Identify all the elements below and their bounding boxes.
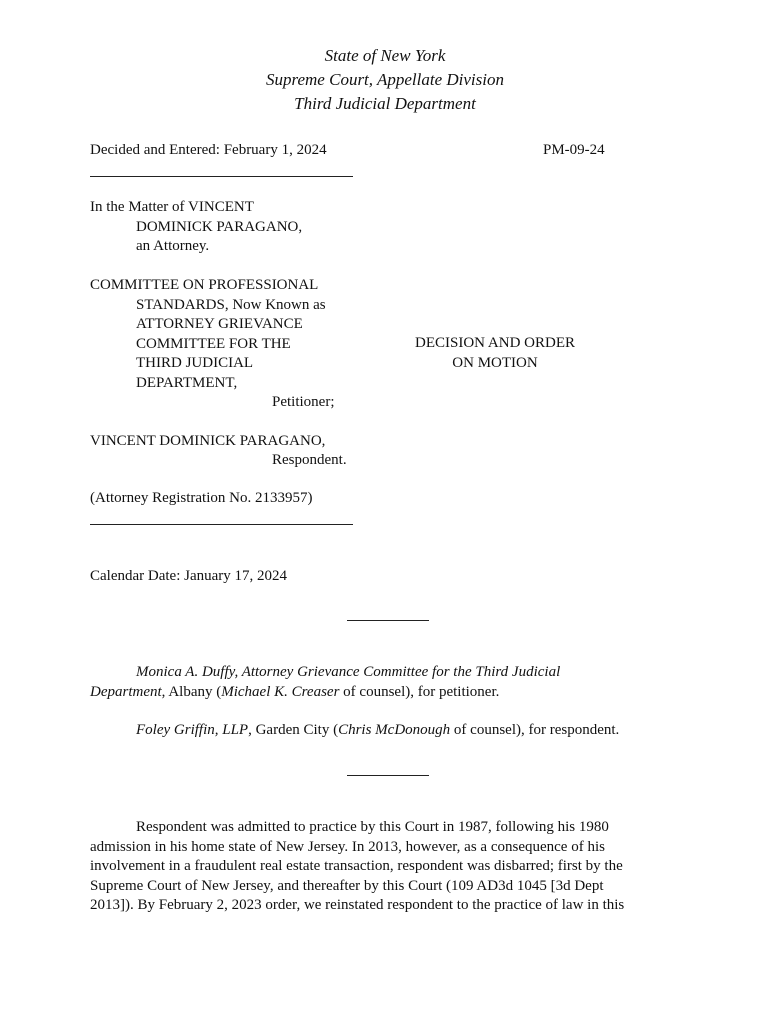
body-line: Supreme Court of New Jersey, and thereafter by this Court (109 AD3d 1045 [3d Dept	[90, 877, 604, 894]
body-line: involvement in a fraudulent real estate transaction, respondent was disbarred; first by the	[90, 858, 623, 874]
body-line: Respondent was admitted to practice by this Court in 1987, following his 1980	[136, 819, 609, 835]
petitioner-line: COMMITTEE FOR THE	[136, 335, 291, 352]
caption-rule-top	[90, 176, 353, 177]
section-divider	[347, 775, 429, 776]
respondent-name: VINCENT DOMINICK PARAGANO,	[90, 433, 326, 449]
court-header	[0, 44, 770, 116]
counsel-text: , Garden City (	[248, 722, 339, 738]
court-department: Third Judicial Department	[294, 94, 476, 113]
petitioner-role: Petitioner;	[272, 394, 335, 410]
petitioner-line: THIRD JUDICIAL	[136, 355, 254, 371]
petitioner-counsel	[90, 663, 690, 702]
petitioner-caption	[90, 276, 355, 393]
decision-title-line: DECISION AND ORDER	[414, 335, 575, 351]
caption-rule-bottom	[90, 524, 353, 525]
section-divider	[347, 620, 429, 621]
body-line: 2013]). By February 2, 2023 order, we reinstated respondent to the practice of law in this	[90, 897, 625, 913]
docket-number: PM-09-24	[543, 142, 605, 158]
petitioner-line: STANDARDS, Now Known as	[136, 296, 326, 313]
petitioner-counsel-name: Monica A. Duffy, Attorney Grievance Committee for the Third Judicial	[136, 664, 561, 680]
petitioner-of-counsel: Michael K. Creaser	[221, 683, 340, 700]
registration-number: (Attorney Registration No. 2133957)	[90, 490, 313, 506]
counsel-text: , Albany (	[161, 683, 222, 700]
counsel-text: of counsel), for petitioner.	[339, 683, 500, 700]
respondent-role: Respondent.	[272, 452, 347, 468]
court-name: Supreme Court, Appellate Division	[266, 70, 504, 89]
matter-caption	[90, 198, 355, 257]
body-line: admission in his home state of New Jersey. In 2013, however, as a consequence of his	[90, 838, 605, 855]
matter-line: DOMINICK PARAGANO,	[136, 218, 303, 235]
decision-title	[395, 334, 595, 373]
court-state: State of New York	[324, 46, 446, 65]
calendar-date: Calendar Date: January 17, 2024	[90, 568, 288, 584]
petitioner-counsel-dept: Department	[90, 683, 162, 700]
petitioner-line: ATTORNEY GRIEVANCE	[136, 316, 303, 332]
body-paragraph	[90, 818, 690, 916]
decision-title-line: ON MOTION	[452, 354, 538, 371]
petitioner-line: COMMITTEE ON PROFESSIONAL	[90, 277, 319, 293]
respondent-of-counsel: Chris McDonough	[338, 722, 451, 738]
matter-line: an Attorney.	[136, 238, 210, 254]
counsel-text: of counsel), for respondent.	[450, 722, 620, 738]
matter-line: In the Matter of VINCENT	[90, 199, 254, 215]
respondent-counsel	[90, 721, 690, 741]
decided-entered: Decided and Entered: February 1, 2024	[90, 142, 327, 158]
petitioner-line: DEPARTMENT,	[136, 374, 238, 391]
respondent-counsel-firm: Foley Griffin, LLP	[136, 722, 249, 738]
